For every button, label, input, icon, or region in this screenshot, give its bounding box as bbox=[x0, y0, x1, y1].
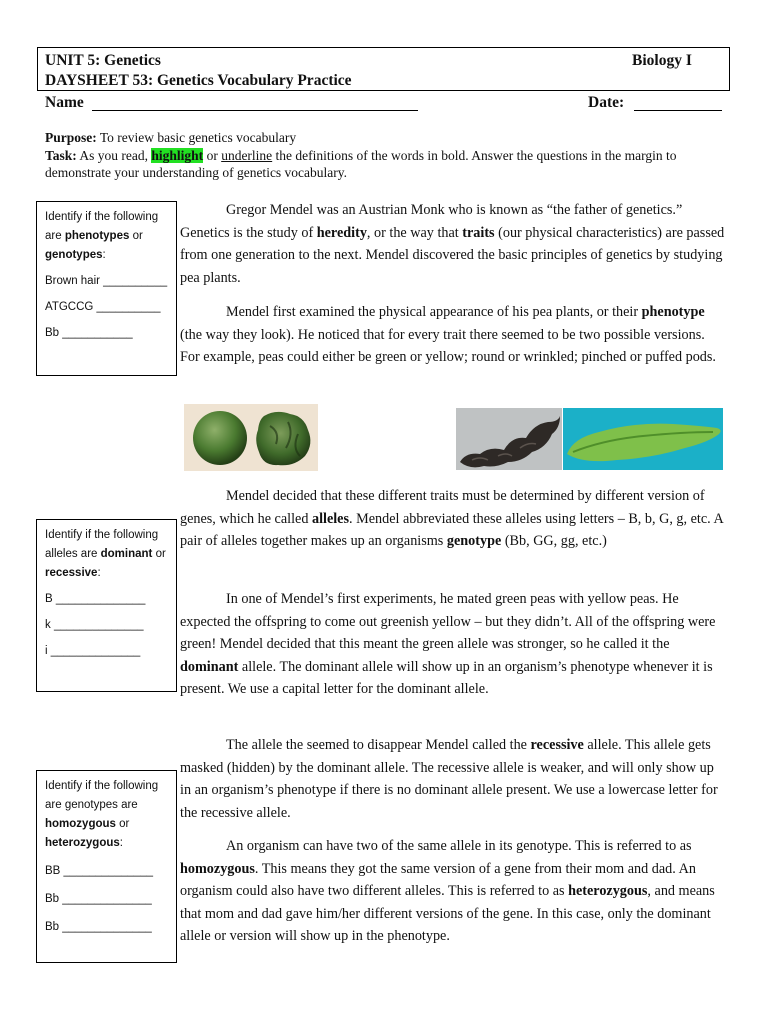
wrinkled-pea-icon bbox=[256, 412, 310, 465]
date-field-line[interactable] bbox=[634, 110, 722, 111]
daysheet-title: DAYSHEET 53: Genetics Vocabulary Practice bbox=[45, 72, 352, 89]
puffed-pod-image bbox=[563, 408, 723, 470]
answer-blank-i[interactable]: i ______________ bbox=[45, 645, 141, 657]
answer-blank-BB[interactable]: BB ______________ bbox=[45, 865, 154, 877]
question-box-prompt: Identify if the following are genotypes are homozygous or heterozygous: bbox=[45, 780, 159, 849]
question-box-homozygous-heterozygous bbox=[36, 770, 177, 963]
answer-blank-bb[interactable]: Bb ___________ bbox=[45, 327, 133, 339]
answer-blank-B[interactable]: B ______________ bbox=[45, 593, 146, 605]
purpose-label: Purpose: bbox=[45, 130, 97, 145]
paragraph-phenotype: Mendel first examined the physical appearance of his pea plants, or their phenotype (the way they look). He noticed that for every trait there seemed to be two possible versions. For example, peas could either be green or yellow; round or wrinkled; pinched or puffed pods. bbox=[180, 304, 716, 365]
task-label: Task: bbox=[45, 148, 77, 163]
paragraph-homozygous-heterozygous: An organism can have two of the same allele in its genotype. This is referred to as homozygous. This means they got the same version of a gene from their mom and dad. An organism could also have two different alleles. This is referred to as heterozygous, and means that mom and dad gave him/her different versions of the gene. In this case, only the dominant allele or version will show up in the phenotype. bbox=[180, 838, 715, 944]
pinched-pod-icon bbox=[460, 416, 560, 467]
paragraph-alleles: Mendel decided that these different traits must be determined by different version of genes, which he called alleles. Mendel abbreviated these alleles using letters – B, b, G, g, etc. A pair of alleles together makes up an organisms genotype (Bb, GG, gg, etc.) bbox=[180, 488, 723, 549]
highlight-word: highlight bbox=[151, 148, 204, 163]
answer-blank-Bb-1[interactable]: Bb ______________ bbox=[45, 893, 152, 905]
underline-word: underline bbox=[221, 148, 273, 163]
date-label: Date: bbox=[588, 94, 625, 111]
purpose-line bbox=[45, 129, 735, 146]
question-box-prompt: Identify if the following alleles are dominant or recessive: bbox=[45, 529, 166, 579]
question-box-phenotype-genotype bbox=[36, 201, 177, 376]
purpose-text: To review basic genetics vocabulary bbox=[96, 130, 297, 145]
answer-blank-k[interactable]: k ______________ bbox=[45, 619, 144, 631]
round-and-wrinkled-peas-image bbox=[184, 404, 318, 471]
answer-blank-brown-hair[interactable]: Brown hair __________ bbox=[45, 275, 168, 287]
paragraph-mendel-intro: Gregor Mendel was an Austrian Monk who is known as “the father of genetics.” Genetics is the study of heredity, or the way that traits (our physical characteristics) are passed from one generation to the next. Mendel discovered the basic principles of genetics by studying pea plants. bbox=[180, 202, 725, 286]
task-text: Task: As you read, highlight or underline the definitions of the words in bold. Answer the questions in the margin to demonstrate your understanding of genetics vocabulary. bbox=[45, 148, 677, 180]
name-label: Name bbox=[45, 94, 84, 111]
question-box-dominant-recessive bbox=[36, 519, 177, 692]
question-box-prompt: Identify if the following are phenotypes or genotypes: bbox=[45, 211, 159, 261]
pinched-pod-image bbox=[456, 408, 562, 470]
answer-blank-atgccg[interactable]: ATGCCG __________ bbox=[45, 301, 161, 313]
puffed-pod-icon bbox=[567, 424, 721, 461]
answer-blank-Bb-2[interactable]: Bb ______________ bbox=[45, 921, 152, 933]
paragraph-dominant: In one of Mendel’s first experiments, he mated green peas with yellow peas. He expected the offspring to come out greenish yellow – but they didn’t. All of the offspring were green! Mendel decided that this meant the green allele was stronger, so he called it the dominant allele. The dominant allele will show up in an organism’s phenotype whenever it is present. We use a capital letter for the dominant allele. bbox=[180, 591, 716, 697]
round-pea-icon bbox=[193, 411, 247, 465]
paragraph-recessive: The allele the seemed to disappear Mendel called the recessive allele. This allele gets masked (hidden) by the dominant allele. The recessive allele is weaker, and will only show up in an organism’s phenotype if there is no dominant allele present. We use a lowercase letter for the recessive allele. bbox=[180, 737, 718, 821]
unit-title: UNIT 5: Genetics bbox=[45, 52, 161, 69]
name-field-line[interactable] bbox=[92, 110, 418, 111]
course-title: Biology I bbox=[632, 52, 692, 69]
